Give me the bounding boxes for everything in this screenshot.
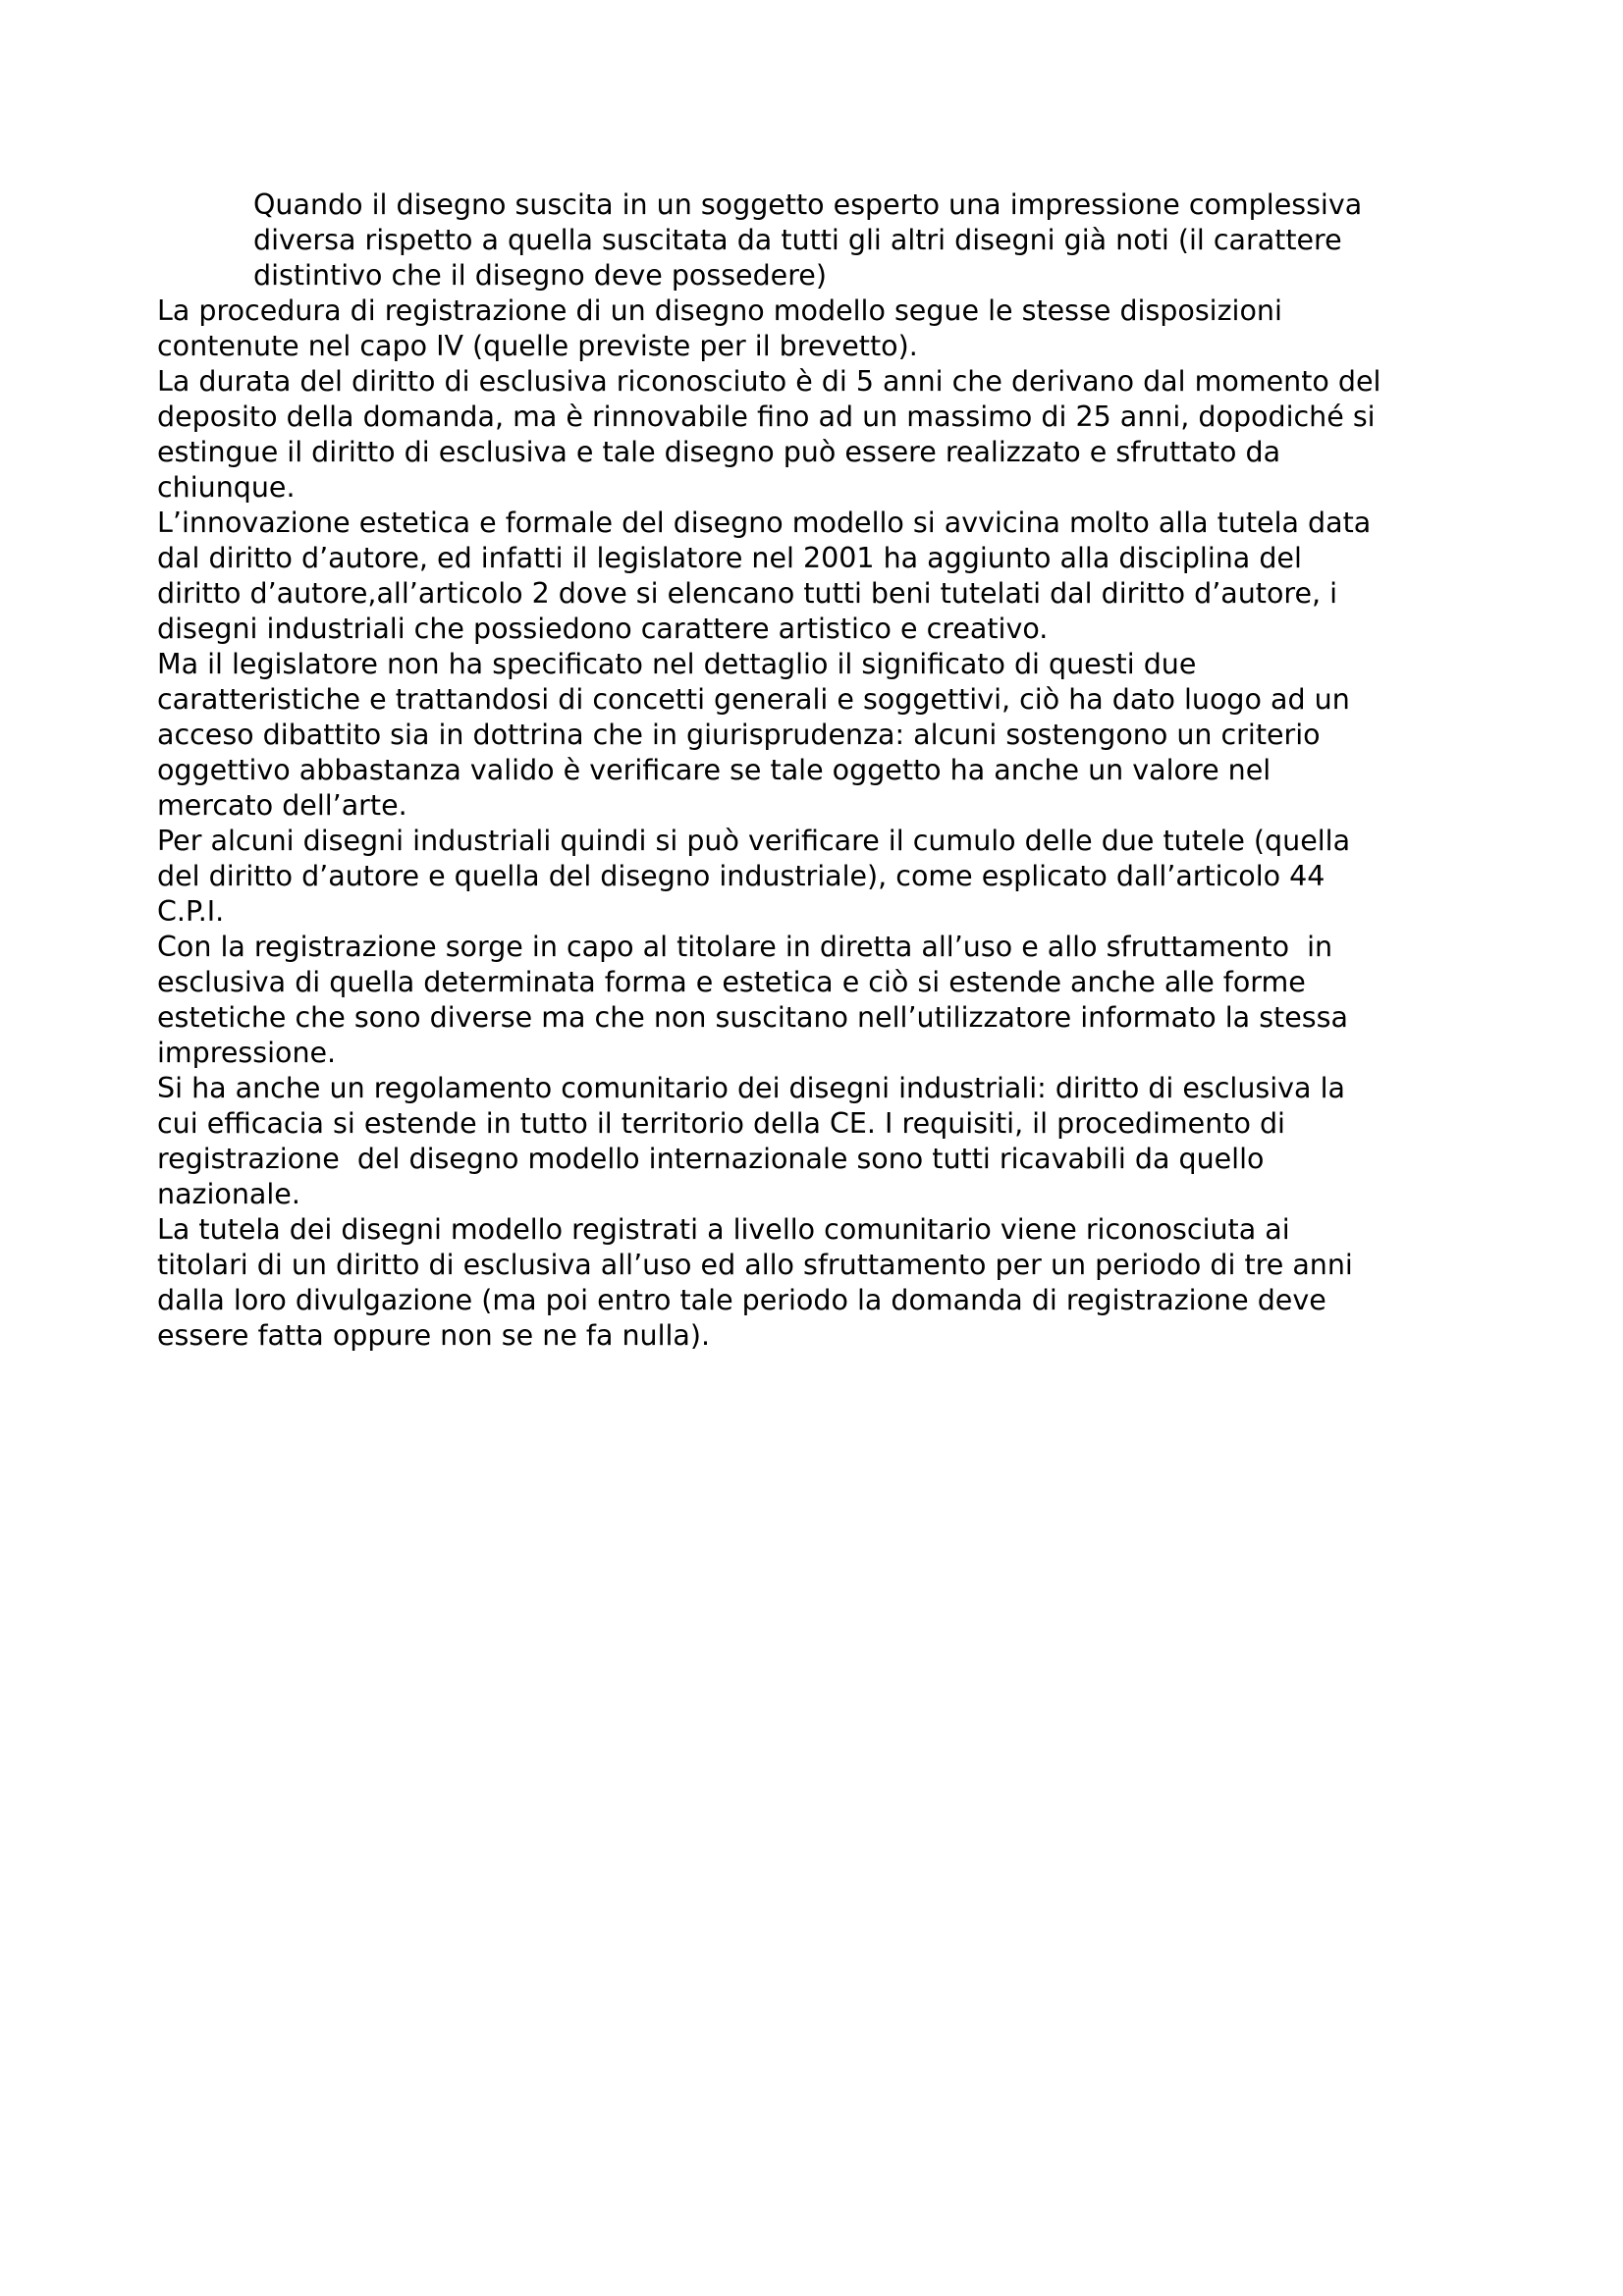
text-line: impressione. xyxy=(157,1037,337,1069)
text-line: estingue il diritto di esclusiva e tale disegno può essere realizzato e sfruttato da xyxy=(157,436,1281,468)
text-line: dal diritto d’autore, ed infatti il legislatore nel 2001 ha aggiunto alla disciplina del xyxy=(157,542,1302,574)
text-line: Quando il disegno suscita in un soggetto esperto una impressione complessiva xyxy=(253,188,1363,221)
text-line: distintivo che il disegno deve possedere) xyxy=(253,259,827,292)
paragraph-duration xyxy=(157,364,1492,506)
paragraph-registration-rights xyxy=(157,930,1492,1071)
text-line: diritto d’autore,all’articolo 2 dove si elencano tutti beni tutelati dal diritto d’autore, i xyxy=(157,577,1338,610)
text-line: C.P.I. xyxy=(157,895,225,928)
text-line: cui efficacia si estende in tutto il territorio della CE. I requisiti, il procedimento di xyxy=(157,1107,1285,1140)
paragraph-cumulative-protection xyxy=(157,824,1492,930)
text-line: diversa rispetto a quella suscitata da tutti gli altri disegni già noti (il carattere xyxy=(253,224,1342,256)
paragraph-registration-procedure xyxy=(157,294,1492,364)
text-line: dalla loro divulgazione (ma poi entro tale periodo la domanda di registrazione deve xyxy=(157,1284,1326,1316)
paragraph-community-regulation xyxy=(157,1071,1492,1212)
text-line: deposito della domanda, ma è rinnovabile fino ad un massimo di 25 anni, dopodiché si xyxy=(157,400,1376,433)
text-line: La durata del diritto di esclusiva riconosciuto è di 5 anni che derivano dal momento del xyxy=(157,365,1381,398)
text-line: chiunque. xyxy=(157,471,296,504)
paragraph-community-protection xyxy=(157,1212,1492,1354)
text-line: oggettivo abbastanza valido è verificare se tale oggetto ha anche un valore nel xyxy=(157,754,1271,786)
text-line: acceso dibattito sia in dottrina che in giurisprudenza: alcuni sostengono un criterio xyxy=(157,719,1321,751)
text-line: Per alcuni disegni industriali quindi si può verificare il cumulo delle due tutele (quella xyxy=(157,825,1351,857)
text-line: nazionale. xyxy=(157,1178,300,1210)
text-line: caratteristiche e trattandosi di concetti generali e soggettivi, ciò ha dato luogo ad un xyxy=(157,683,1350,716)
paragraph-aesthetic-innovation xyxy=(157,506,1492,647)
text-line: del diritto d’autore e quella del disegno industriale), come esplicato dall’articolo 44 xyxy=(157,860,1325,892)
intro-indented-paragraph xyxy=(157,187,1492,294)
paragraph-legislator-debate xyxy=(157,647,1492,824)
text-line: L’innovazione estetica e formale del disegno modello si avvicina molto alla tutela data xyxy=(157,507,1372,539)
text-line: estetiche che sono diverse ma che non suscitano nell’utilizzatore informato la stessa xyxy=(157,1001,1348,1034)
text-line: essere fatta oppure non se ne fa nulla). xyxy=(157,1319,711,1352)
text-line: Con la registrazione sorge in capo al titolare in diretta all’uso e allo sfruttamento in xyxy=(157,931,1333,963)
text-line: La procedura di registrazione di un disegno modello segue le stesse disposizioni xyxy=(157,294,1282,327)
text-line: titolari di un diritto di esclusiva all’uso ed allo sfruttamento per un periodo di tre anni xyxy=(157,1249,1353,1281)
text-line: La tutela dei disegni modello registrati a livello comunitario viene riconosciuta ai xyxy=(157,1213,1290,1246)
text-line: contenute nel capo IV (quelle previste per il brevetto). xyxy=(157,330,918,362)
text-line: Ma il legislatore non ha specificato nel dettaglio il significato di questi due xyxy=(157,648,1197,680)
text-line: mercato dell’arte. xyxy=(157,789,407,822)
document-body xyxy=(157,187,1492,1354)
text-line: Si ha anche un regolamento comunitario dei disegni industriali: diritto di esclusiva la xyxy=(157,1072,1345,1104)
text-line: disegni industriali che possiedono carattere artistico e creativo. xyxy=(157,613,1049,645)
text-line: registrazione del disegno modello internazionale sono tutti ricavabili da quello xyxy=(157,1143,1265,1175)
text-line: esclusiva di quella determinata forma e estetica e ciò si estende anche alle forme xyxy=(157,966,1306,998)
